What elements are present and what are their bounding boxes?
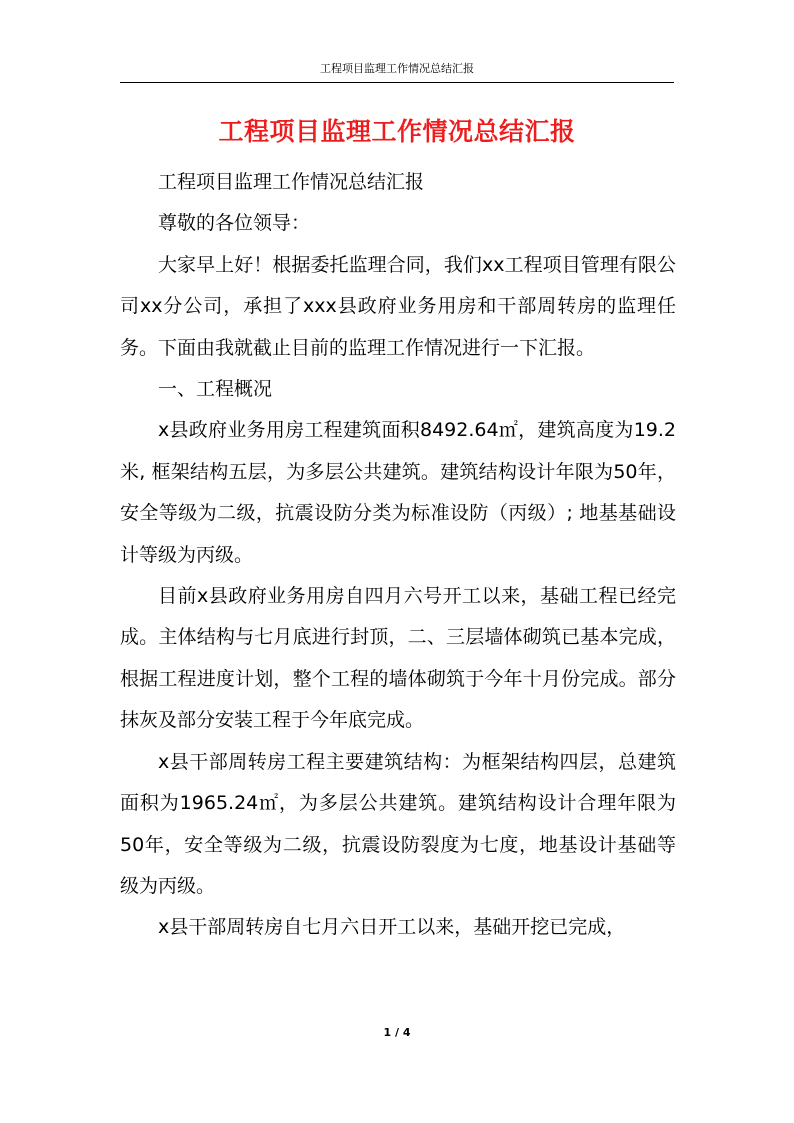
paragraph-staff-housing-progress: x县干部周转房自七月六日开工以来，基础开挖已完成， [158,916,626,939]
paragraph-office-building-overview: x县政府业务用房工程建筑面积8492.64㎡，建筑高度为19.2米, 框架结构五层，为多层公共建筑。建筑结构设计年限为50年，安全等级为二级，抗震设防分类为标准设防（丙级）; 地基基础设计等级为丙级。 [120,419,676,566]
page-number: 1 / 4 [383,1026,411,1039]
section-heading-overview: 一、工程概况 [158,378,273,401]
document-title: 工程项目监理工作情况总结汇报 [218,117,576,146]
paragraph-subject: 工程项目监理工作情况总结汇报 [158,171,425,193]
document-body [120,162,676,949]
paragraph-staff-housing-overview: x县干部周转房工程主要建筑结构：为框架结构四层，总建筑面积为1965.24㎡，为多层公共建筑。建筑结构设计合理年限为50年，安全等级为二级，抗震设防裂度为七度，地基设计基础等级为丙级。 [120,750,676,897]
paragraph-office-building-progress: 目前x县政府业务用房自四月六号开工以来，基础工程已经完成。主体结构与七月底进行封顶，二、三层墙体砌筑已基本完成，根据工程进度计划，整个工程的墙体砌筑于今年十月份完成。部分抹灰及部分安装工程于今年底完成。 [120,585,676,732]
paragraph-salutation: 尊敬的各位领导： [158,212,311,235]
header-divider [120,82,674,83]
page-header: 工程项目监理工作情况总结汇报 [320,62,474,75]
paragraph-intro: 大家早上好！根据委托监理合同，我们xx工程项目管理有限公司xx分公司，承担了xxx县政府业务用房和干部周转房的监理任务。下面由我就截止目前的监理工作情况进行一下汇报。 [120,253,676,359]
